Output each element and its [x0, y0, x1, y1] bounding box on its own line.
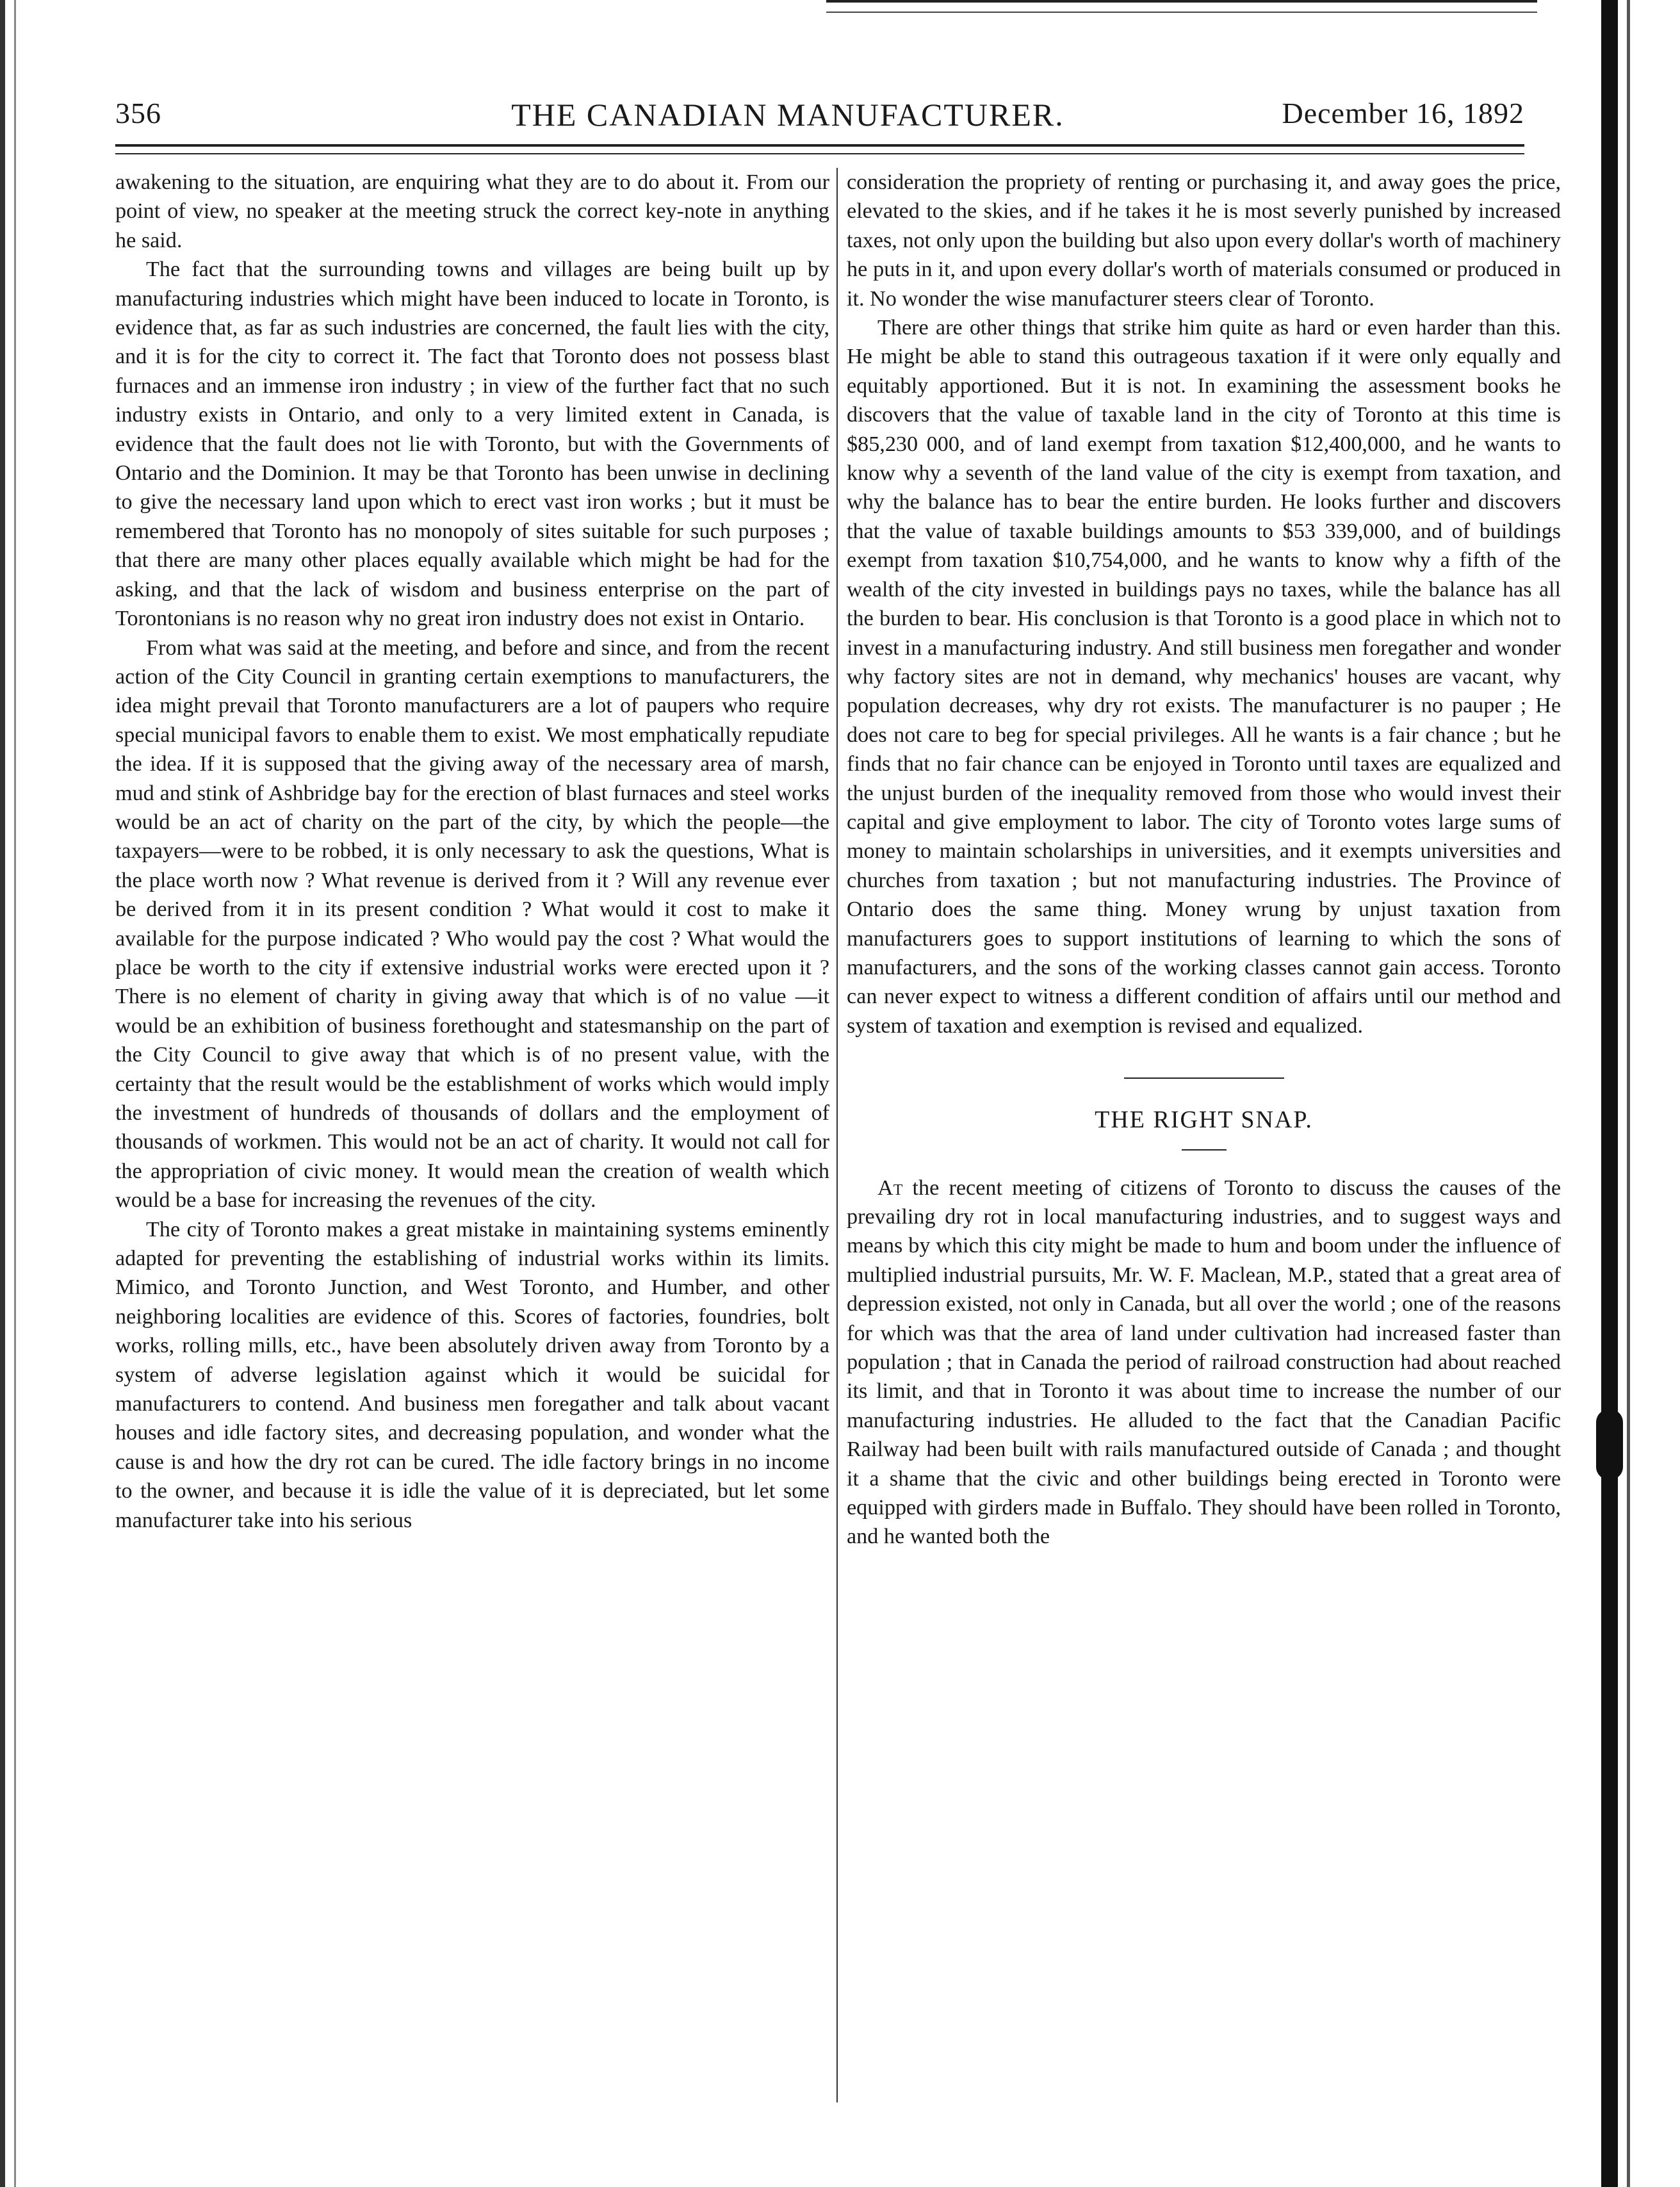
scan-binding-line: [1627, 0, 1630, 2187]
scan-edge-line: [14, 0, 16, 2187]
scan-bar-top: [826, 0, 1537, 13]
section-title: THE RIGHT SNAP.: [1095, 1106, 1313, 1134]
article-paragraph: From what was said at the meeting, and before and since, and from the recent action of the City Council in granting certain exemptions to manufacturers, the idea might prevail that Toronto manufacturers are a lot of paupers who require special municipal favors to enable them to exist. We most emphatically repudiate the idea. If it is supposed that the giving away of the necessary area of marsh, mud and stink of Ashbridge bay for the erection of blast furnaces and steel works would be an act of charity on the part of the city, by which the people—the taxpayers—were to be robbed, it is only necessary to ask the questions, What is the place worth now ? What revenue is derived from it ? Will any revenue ever be derived from it in its present condition ? What would it cost to make it available for the purpose indicated ? Who would pay the cost ? What would the place be worth to the city if extensive industrial works were erected upon it ? There is no element of charity in giving away that which is of no value —it would be an exhibition of business forethought and statesmanship on the part of the City Council to give away that which is of no present value, with the certainty that the result would be the establishment of works which would imply the investment of hundreds of thousands of dollars and the employment of thousands of workmen. This would not be an act of charity. It would not call for the appropriation of civic money. It would mean the creation of wealth which would be a base for increasing the revenues of the city.: [115, 635, 829, 1213]
article-paragraph: consideration the propriety of renting or purchasing it, and away goes the price, elevated to the skies, and if he takes it he is most severly punished by increased taxes, not only upon the building but also upon every dollar's worth of machinery he puts in it, and upon every dollar's worth of materials consumed or produced in it. No wonder the wise manufacturer steers clear of Toronto.: [847, 170, 1561, 311]
header-rule: [115, 144, 1524, 154]
section-first-word: At: [877, 1175, 903, 1200]
scan-binding-edge: [1601, 0, 1618, 2187]
right-column: [847, 168, 1561, 1552]
scan-binding-clip: [1596, 1409, 1623, 1480]
issue-date: December 16, 1892: [1282, 97, 1524, 129]
scan-edge-left: [0, 0, 5, 2187]
page-header: [115, 96, 1524, 141]
section-title-underline: [1182, 1149, 1227, 1151]
section-paragraph: [847, 1174, 1561, 1552]
article-paragraph: awakening to the situation, are enquiring what they are to do about it. From our point of view, no speaker at the meeting struck the correct key-note in anything he said.: [115, 170, 829, 252]
section-paragraph-text: the recent meeting of citizens of Toronto to discuss the causes of the prevailing dry rot in local manufacturing industries, and to suggest ways and means by which this city might be made to hum and boom under the influence of multiplied industrial pursuits, Mr. W. F. Maclean, M.P., stated that a great area of depression existed, not only in Canada, but all over the world ; one of the reasons for which was that the area of land under cultivation had increased faster than population ; that in Canada the period of railroad construction had about reached its limit, and that in Toronto it was about time to increase the number of our manufacturing industries. He alluded to the fact that the Canadian Pacific Railway had been built with rails manufactured outside of Canada ; and thought it a shame that the civic and other buildings being erected in Toronto were equipped with girders made in Buffalo. They should have been rolled in Toronto, and he wanted both the: [847, 1175, 1561, 1549]
article-paragraph: There are other things that strike him quite as hard or even harder than this. He might be able to stand this outrageous taxation if it were only equally and equitably apportioned. But it is not. In examining the assessment books he discovers that the value of taxable land in the city of Toronto at this time is $85,230 000, and of land exempt from taxation $12,400,000, and he wants to know why a seventh of the land value of the city is exempt from taxation, and why the balance has to bear the entire burden. He looks further and discovers that the value of taxable buildings amounts to $53 339,000, and of buildings exempt from taxation $10,754,000, and he wants to know why a fifth of the wealth of the city invested in buildings pays no taxes, while the balance has all the burden to bear. His conclusion is that Toronto is a good place in which not to invest in a manufacturing industry. And still business men foregather and wonder why factory sites are not in demand, why mechanics' houses are vacant, why population decreases, why dry rot exists. The manufacturer is no pauper ; He does not care to beg for special privileges. All he wants is a fair chance ; but he finds that no fair chance can be enjoyed in Toronto until taxes are equalized and the unjust burden of the inequality removed from those who would invest their capital and give employment to labor. The city of Toronto votes large sums of money to maintain scholarships in universities, and it exempts universities and churches from taxation ; but not manufacturing industries. The Province of Ontario does the same thing. Money wrung by unjust taxation from manufacturers goes to support institutions of learning to which the sons of manufacturers, and the sons of the working classes cannot gain access. Toronto can never expect to witness a different condition of affairs until our method and system of taxation and exemption is revised and equalized.: [847, 316, 1561, 1038]
left-column: [115, 168, 829, 1535]
publication-title: THE CANADIAN MANUFACTURER.: [511, 97, 1064, 133]
section-divider: [1124, 1077, 1284, 1079]
article-paragraph: The city of Toronto makes a great mistake in maintaining systems eminently adapted for preventing the establishing of industrial works within its limits. Mimico, and Toronto Junction, and West Toronto, and Humber, and other neighboring localities are evidence of this. Scores of factories, foundries, bolt works, rolling mills, etc., have been absolutely driven away from Toronto by a system of adverse legislation against which it would be suicidal for manufacturers to contend. And business men foregather and talk about vacant houses and idle factory sites, and decreasing population, and wonder what the cause is and how the dry rot can be cured. The idle factory brings in no income to the owner, and because it is idle the value of it is depreciated, but let some manufacturer take into his serious: [115, 1217, 829, 1532]
column-divider: [836, 168, 838, 2102]
article-paragraph: The fact that the surrounding towns and villages are being built up by manufacturing industries which might have been induced to locate in Toronto, is evidence that, as far as such industries are concerned, the fault lies with the city, and it is for the city to correct it. The fact that Toronto does not possess blast furnaces and an immense iron industry ; in view of the further fact that no such industry exists in Ontario, and only to a very limited extent in Canada, is evidence that the fault does not lie with Toronto, but with the Governments of Ontario and the Dominion. It may be that Toronto has been unwise in declining to give the necessary land upon which to erect vast iron works ; but it must be remembered that Toronto has no monopoly of sites suitable for such purposes ; that there are many other places equally available which might be had for the asking, and that the lack of wisdom and business enterprise on the part of Torontonians is no reason why no great iron industry does not exist in Ontario.: [115, 258, 829, 631]
page-number: 356: [115, 97, 161, 129]
